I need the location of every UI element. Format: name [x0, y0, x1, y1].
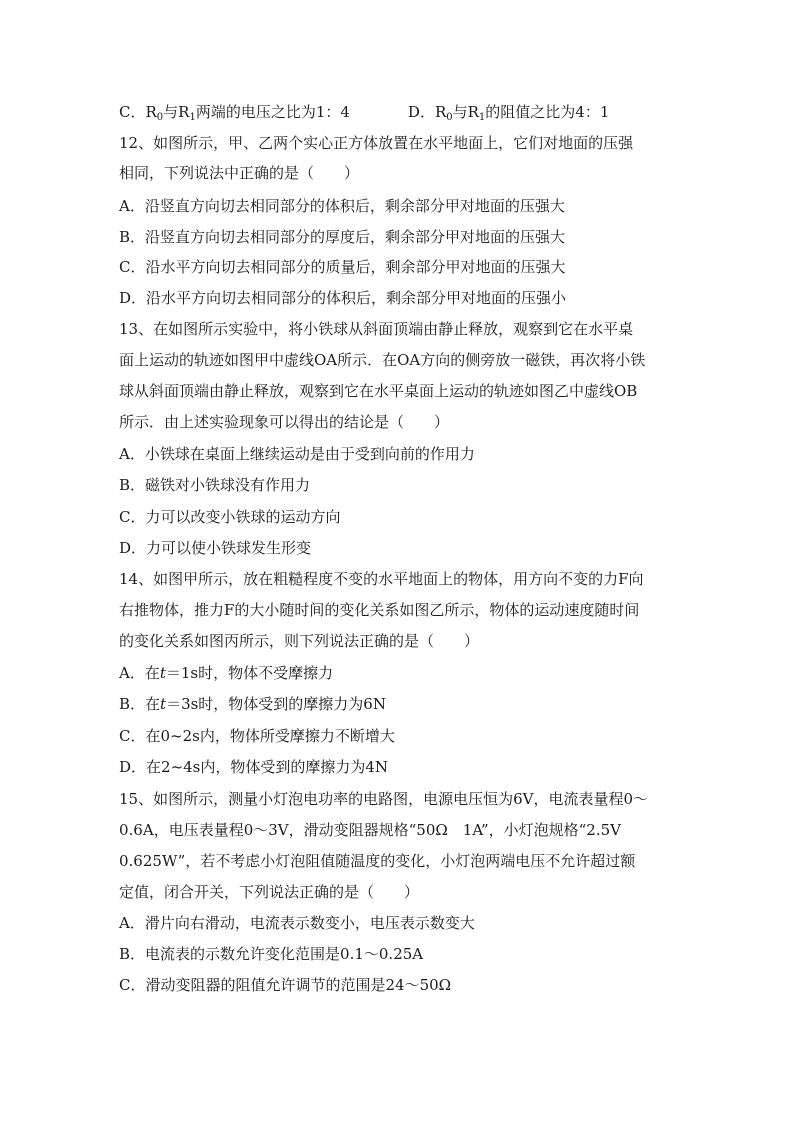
- q14-option-d: D．在2~4s内，物体受到的摩擦力为4N: [119, 758, 389, 776]
- q14-option-c: C．在0~2s内，物体所受摩擦力不断增大: [119, 727, 395, 745]
- q13-option-c: C．力可以改变小铁球的运动方向: [119, 508, 341, 526]
- q15-stem-line-1: 15、如图所示，测量小灯泡电功率的电路图，电源电压恒为6V，电流表量程0～: [119, 790, 649, 808]
- q13-stem-line-1: 13、在如图所示实验中，将小铁球从斜面顶端由静止释放，观察到它在水平桌: [119, 320, 634, 338]
- q11-options-c-d: C．$R_0$与$R_1$两端的电压之比为1：4 D．$R_0$与$R_1$的阻值之比为4：1: [119, 103, 610, 123]
- q15-stem-line-4: 定值，闭合开关，下列说法正确的是（ ）: [119, 883, 420, 901]
- q14-option-a: A．在t＝1s时，物体不受摩擦力: [119, 664, 334, 682]
- q13-stem-line-2: 面上运动的轨迹如图甲中虚线OA所示．在OA方向的侧旁放一磁铁，再次将小铁: [119, 351, 646, 369]
- q14-stem-line-3: 的变化关系如图丙所示，则下列说法正确的是（ ）: [119, 632, 480, 650]
- q12-stem-line-2: 相同，下列说法中正确的是（ ）: [119, 164, 360, 182]
- q13-stem-line-3: 球从斜面顶端由静止释放，观察到它在水平桌面上运动的轨迹如图乙中虚线OB: [119, 382, 638, 400]
- q12-option-a: A．沿竖直方向切去相同部分的体积后，剩余部分甲对地面的压强大: [119, 197, 565, 215]
- q12-option-b: B．沿竖直方向切去相同部分的厚度后，剩余部分甲对地面的压强大: [119, 228, 566, 246]
- q15-option-c: C．滑动变阻器的阻值允许调节的范围是24～50Ω: [119, 976, 452, 994]
- q14-stem-line-2: 右推物体，推力F的大小随时间的变化关系如图乙所示，物体的运动速度随时间: [119, 601, 640, 619]
- q13-option-a: A．小铁球在桌面上继续运动是由于受到向前的作用力: [119, 445, 475, 463]
- q15-option-a: A．滑片向右滑动，电流表示数变小，电压表示数变大: [119, 914, 475, 932]
- q15-stem-line-3: 0.625W”，若不考虑小灯泡阻值随温度的变化，小灯泡两端电压不允许超过额: [119, 852, 636, 870]
- q12-option-d: D．沿水平方向切去相同部分的体积后，剩余部分甲对地面的压强小: [119, 289, 567, 307]
- q14-option-b: B．在t＝3s时，物体受到的摩擦力为6N: [119, 695, 386, 713]
- q13-option-b: B．磁铁对小铁球没有作用力: [119, 476, 311, 494]
- q12-option-c: C．沿水平方向切去相同部分的质量后，剩余部分甲对地面的压强大: [119, 258, 566, 276]
- q15-stem-line-2: 0.6A，电压表量程0～3V，滑动变阻器规格“50Ω 1A”，小灯泡规格“2.5V: [119, 821, 621, 839]
- q14-stem-line-1: 14、如图甲所示，放在粗糙程度不变的水平地面上的物体，用方向不变的力F向: [119, 570, 644, 588]
- q15-option-b: B．电流表的示数允许变化范围是0.1～0.25A: [119, 945, 424, 963]
- q13-stem-line-4: 所示．由上述实验现象可以得出的结论是（ ）: [119, 413, 450, 431]
- q12-stem-line-1: 12、如图所示，甲、乙两个实心正方体放置在水平地面上，它们对地面的压强: [119, 134, 634, 152]
- q13-option-d: D．力可以使小铁球发生形变: [119, 539, 312, 557]
